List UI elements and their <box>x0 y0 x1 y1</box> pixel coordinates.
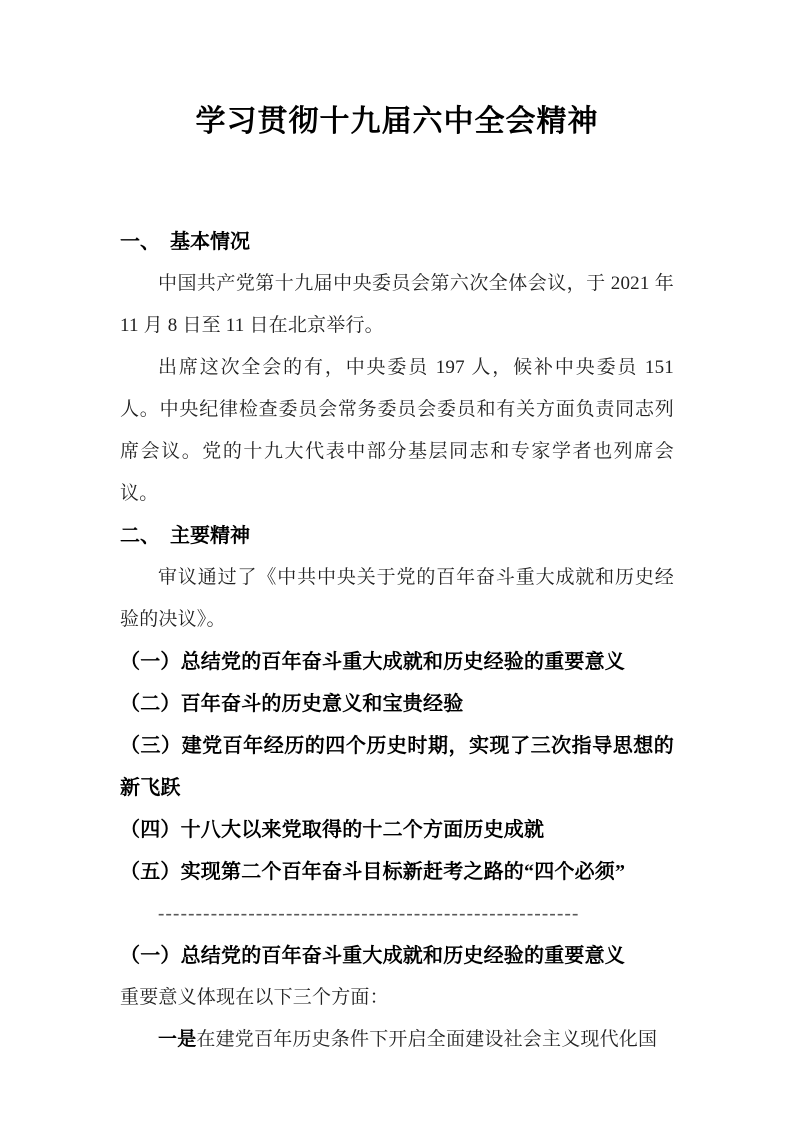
section-number: 二、 <box>120 525 160 547</box>
outline-item-1: （一）总结党的百年奋斗重大成就和历史经验的重要意义 <box>120 651 625 673</box>
point-paragraph <box>120 1019 674 1061</box>
outline-item-2: （二）百年奋斗的历史意义和宝贵经验 <box>120 693 464 715</box>
point-lead: 一是 <box>158 1029 197 1050</box>
section-heading-label: 基本情况 <box>170 231 250 253</box>
dashed-divider: -------------------------------------------------------- <box>158 903 580 924</box>
section-number: 一、 <box>120 231 160 253</box>
outline-item-3: （三）建党百年经历的四个历史时期，实现了三次指导思想的新飞跃 <box>120 735 674 799</box>
subsection-heading: （一）总结党的百年奋斗重大成就和历史经验的重要意义 <box>120 945 625 967</box>
section-heading-label: 主要精神 <box>170 525 250 547</box>
section-heading-spirit <box>120 515 674 557</box>
outline-item-4: （四）十八大以来党取得的十二个方面历史成就 <box>120 819 545 841</box>
paragraph-meeting-date: 中国共产党第十九届中央委员会第六次全体会议，于 2021 年 11 月 8 日至 11 日在北京举行。 <box>120 273 674 336</box>
subsection-intro: 重要意义体现在以下三个方面： <box>120 987 389 1008</box>
outline-item-5: （五）实现第二个百年奋斗目标新赶考之路的“四个必须” <box>120 861 626 883</box>
paragraph-attendance: 出席这次全会的有，中央委员 197 人，候补中央委员 151 人。中央纪律检查委员会常务委员会委员和有关方面负责同志列席会议。党的十九大代表中部分基层同志和专家学者也列席会议。 <box>120 357 674 504</box>
section-heading-basic <box>120 221 674 263</box>
document-title: 学习贯彻十九届六中全会精神 <box>195 105 599 138</box>
point-text: 在建党百年历史条件下开启全面建设社会主义现代化国 <box>196 1029 658 1050</box>
paragraph-resolution: 审议通过了《中共中央关于党的百年奋斗重大成就和历史经验的决议》。 <box>120 567 674 630</box>
